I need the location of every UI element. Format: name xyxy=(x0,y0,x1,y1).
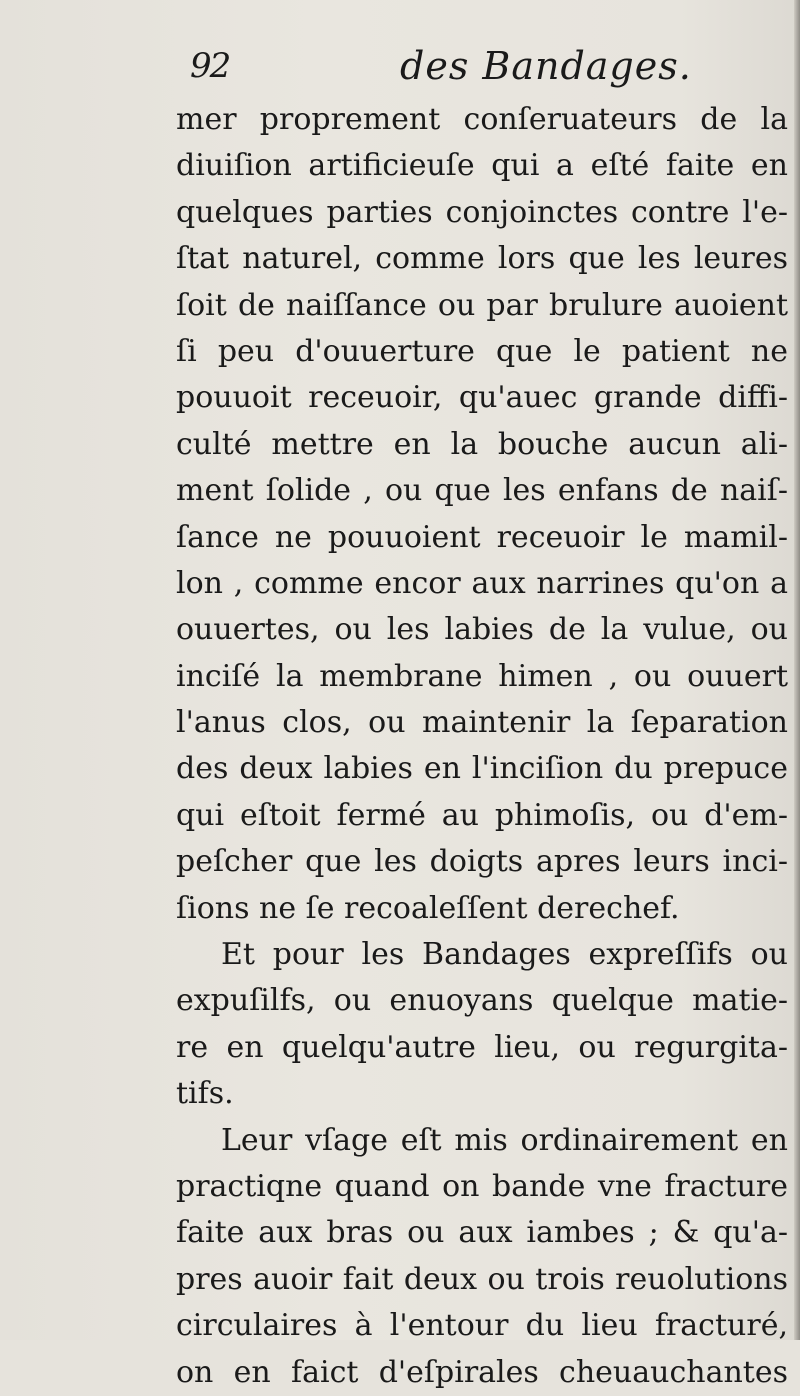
text-line: ouuertes, ou les labies de la vulue, ou xyxy=(176,612,788,648)
text-line: faite aux bras ou aux iambes ; & qu'a- xyxy=(176,1215,788,1251)
text-line: on en faict d'eſpirales cheuauchantes xyxy=(176,1354,788,1390)
text-line: lon , comme encor aux narrines qu'on a xyxy=(176,565,788,601)
text-line: ſions ne ſe recoaleſſent derechef. xyxy=(176,890,680,926)
text-line: ment ſolide , ou que les enfans de naiſ- xyxy=(176,473,788,509)
running-title: des Bandages. xyxy=(400,44,692,88)
text-line: pres auoir fait deux ou trois reuolutions xyxy=(176,1261,788,1297)
text-line: qui eſtoit fermé au phimoſis, ou d'em- xyxy=(176,797,788,833)
text-line: peſcher que les doigts apres leurs inci- xyxy=(176,844,788,880)
text-line: diuiſion artificieuſe qui a eſté faite en xyxy=(176,148,788,184)
text-line: ſance ne pouuoient receuoir le mamil- xyxy=(176,519,788,555)
text-line: expuſilfs, ou enuoyans quelque matie- xyxy=(176,983,788,1019)
text-line: des deux labies en l'inciſion du prepuce xyxy=(176,751,788,787)
text-line: ſtat naturel, comme lors que les leures xyxy=(176,241,788,277)
page-edge xyxy=(794,0,800,1340)
text-line: practiqne quand on bande vne fracture xyxy=(176,1168,788,1204)
text-line: circulaires à l'entour du lieu fracturé, xyxy=(176,1308,788,1344)
text-line: Leur vſage eſt mis ordinairement en xyxy=(221,1122,788,1158)
text-line: ſi peu d'ouuerture que le patient ne xyxy=(176,333,788,369)
text-line: re en quelqu'autre lieu, ou regurgita- xyxy=(176,1029,788,1065)
text-line: mer proprement conſeruateurs de la xyxy=(176,102,788,137)
text-line: pouuoit receuoir, qu'auec grande diffi- xyxy=(176,380,788,416)
text-line: quelques parties conjoinctes contre l'e- xyxy=(176,194,788,230)
page-header xyxy=(190,44,790,94)
page-number: 92 xyxy=(190,46,230,86)
text-line: l'anus clos, ou maintenir la ſeparation xyxy=(176,705,788,741)
text-line: ſoit de naiſſance ou par brulure auoient xyxy=(176,287,788,323)
text-line: culté mettre en la bouche aucun ali- xyxy=(176,426,788,462)
text-line: Et pour les Bandages expreſſifs ou xyxy=(221,937,788,973)
text-line: inciſé la membrane himen , ou ouuert xyxy=(176,658,788,694)
text-body xyxy=(176,97,788,1396)
text-line: tifs. xyxy=(176,1076,234,1112)
